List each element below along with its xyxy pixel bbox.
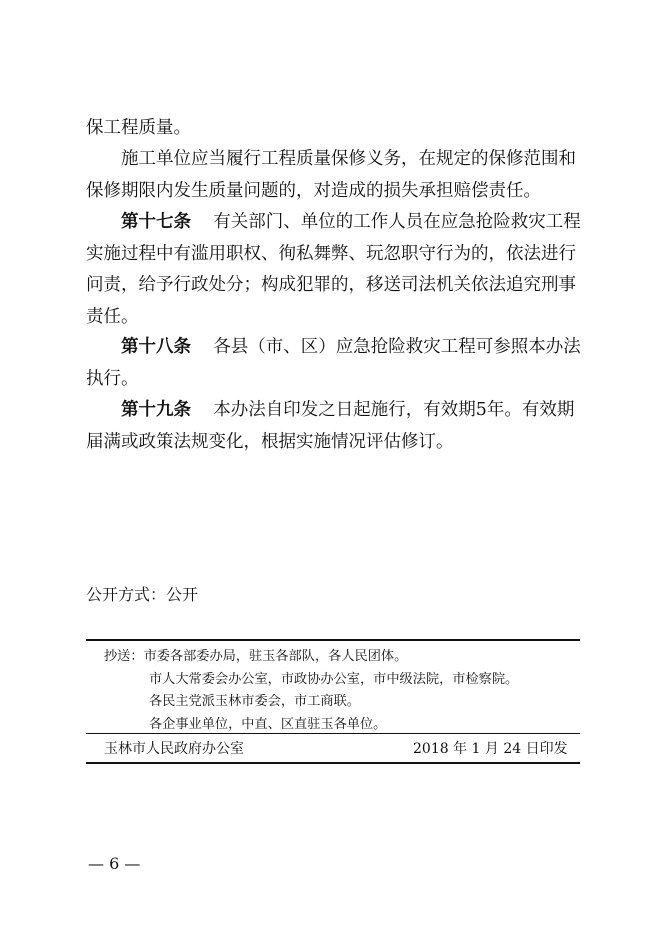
issuing-office: 玉林市人民政府办公室 — [104, 741, 244, 757]
bottom-rule — [86, 762, 580, 764]
article-17-title: 第十七条 — [121, 212, 191, 232]
cc-line-3: 各民主党派玉林市委会，市工商联。 — [149, 694, 360, 709]
article-18 — [86, 332, 586, 395]
article-17-gap — [191, 212, 213, 232]
body-paragraph-2: 施工单位应当履行工程质量保修义务，在规定的保修范围和保修期限内发生质量问题的，对造成的损失承担赔偿责任。 — [86, 149, 576, 201]
cc-list — [104, 646, 518, 736]
article-19 — [86, 395, 586, 458]
article-18-title: 第十八条 — [121, 337, 191, 357]
cc-line-2: 市人大常委会办公室，市政协办公室，市中级法院，市检察院。 — [149, 671, 519, 687]
page-number: — 6 — — [88, 854, 141, 873]
top-rule — [86, 639, 580, 641]
article-17-text: 有关部门、单位的工作人员在应急抢险救灾工程实施过程中有滥用职权、徇私舞弊、玩忽职守行为的，依法进行问责，给予行政处分；构成犯罪的，移送司法机关依法追究刑事责任。 — [86, 212, 581, 327]
cc-label: 抄送： — [104, 649, 144, 664]
article-17 — [86, 207, 586, 333]
article-19-title: 第十九条 — [121, 400, 191, 420]
article-18-gap — [191, 337, 213, 357]
article-18-text: 各县（市、区）应急抢险救灾工程可参照本办法执行。 — [86, 337, 581, 389]
body-paragraph-1: 保工程质量。 — [86, 118, 191, 138]
cc-line-1 — [104, 646, 518, 669]
disclosure-method: 公开方式：公开 — [86, 585, 199, 604]
middle-rule — [86, 733, 580, 734]
article-19-text: 本办法自印发之日起施行，有效期5年。有效期届满或政策法规变化，根据实施情况评估修订。 — [86, 400, 575, 452]
article-19-gap — [191, 400, 213, 420]
cc-recipient: 市委各部委办局，驻玉各部队，各人民团体。 — [143, 649, 408, 664]
issue-date: 2018 年 1 月 24 日印发 — [413, 741, 568, 757]
cc-line-4: 各企事业单位，中直、区直驻玉各单位。 — [149, 716, 387, 732]
